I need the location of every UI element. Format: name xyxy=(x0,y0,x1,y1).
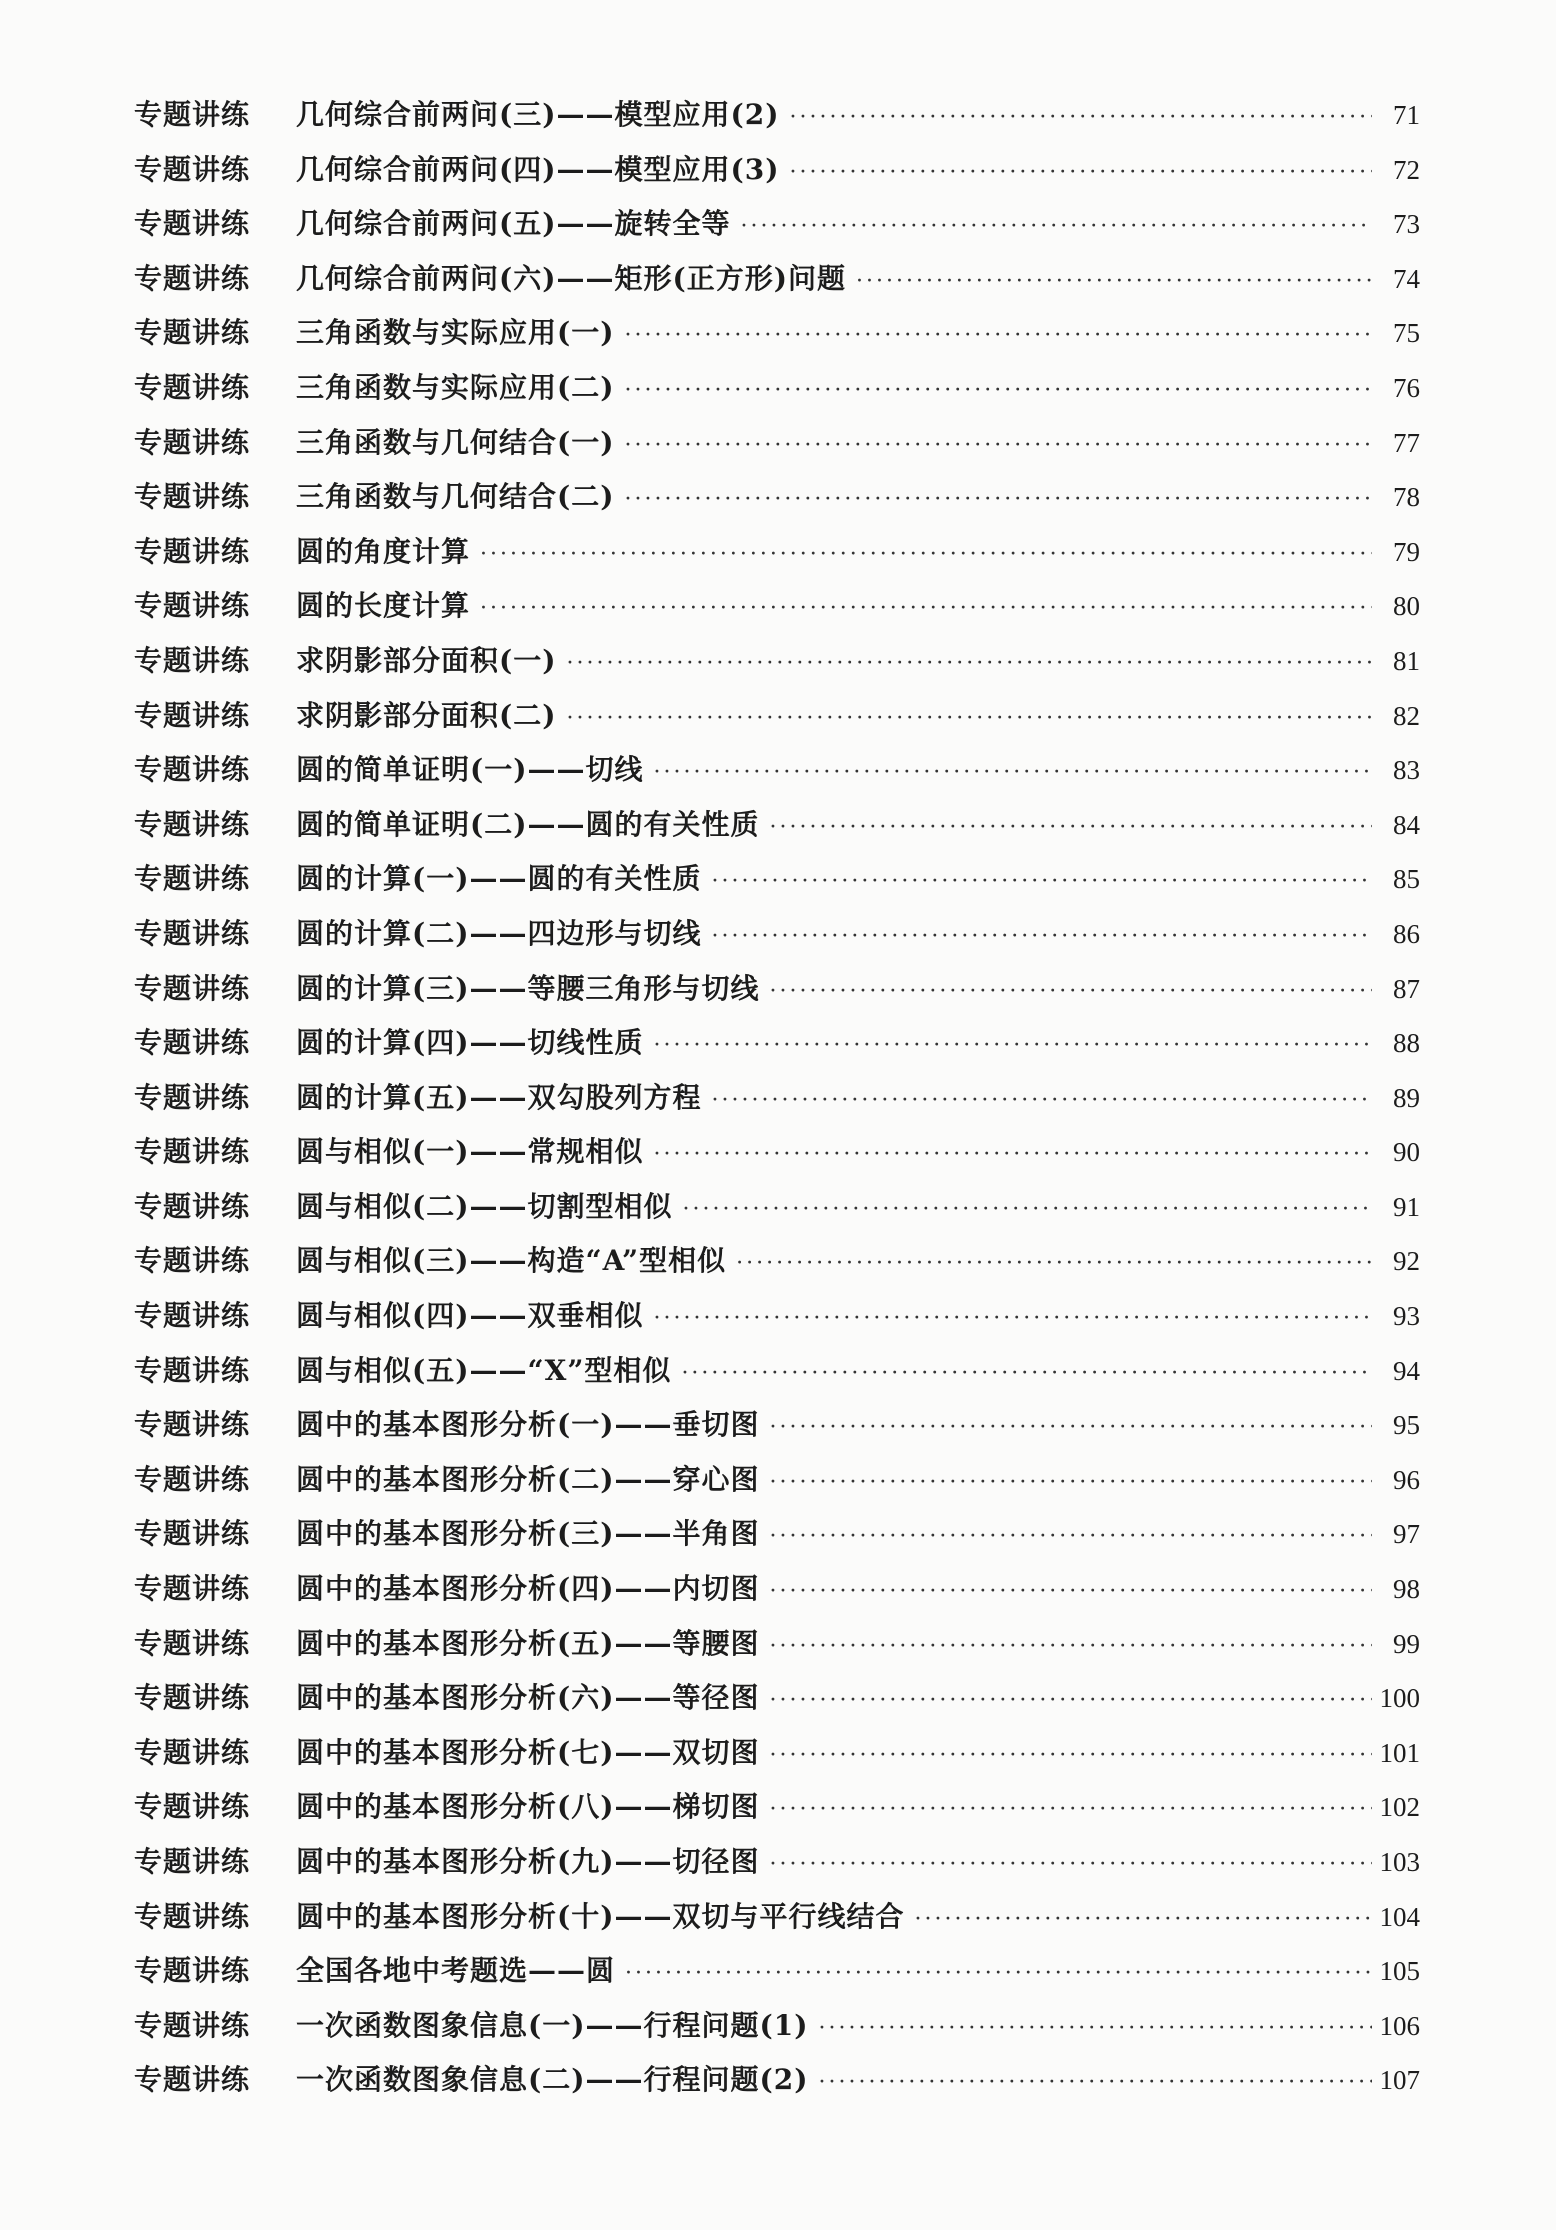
toc-entry-page-number: 99 xyxy=(1393,1628,1420,1659)
toc-entry-prefix: 专题讲练 xyxy=(134,1735,251,1769)
toc-entry-title: 圆的计算(四)——切线性质 xyxy=(296,1026,644,1060)
toc-entry-title: 圆中的基本图形分析(六)——等径图 xyxy=(296,1681,760,1715)
toc-entry-prefix: 专题讲练 xyxy=(134,316,251,350)
toc-entry-prefix: 专题讲练 xyxy=(134,534,251,568)
toc-entry-page-number: 83 xyxy=(1393,755,1420,786)
toc-dot-leader xyxy=(770,965,1373,1020)
toc-entry-page-number: 84 xyxy=(1393,809,1420,840)
toc-entry xyxy=(134,252,1420,307)
toc-entry-prefix: 专题讲练 xyxy=(134,916,251,950)
toc-entry-title: 三角函数与几何结合(一) xyxy=(296,425,615,459)
toc-entry-title: 几何综合前两问(六)——矩形(正方形)问题 xyxy=(296,261,846,295)
toc-entry-prefix: 专题讲练 xyxy=(134,1462,251,1496)
toc-entry-title: 圆中的基本图形分析(八)——梯切图 xyxy=(296,1790,760,1824)
toc-entry-prefix: 专题讲练 xyxy=(134,207,251,241)
toc-entry-page-number: 97 xyxy=(1393,1519,1420,1550)
toc-dot-leader xyxy=(770,1456,1373,1511)
toc-dot-leader xyxy=(654,1019,1373,1074)
toc-entry-page-number: 80 xyxy=(1393,591,1420,622)
toc-entry-prefix: 专题讲练 xyxy=(134,862,251,896)
toc-entry-page-number: 94 xyxy=(1393,1355,1420,1386)
toc-entry xyxy=(134,416,1420,471)
toc-entry-prefix: 专题讲练 xyxy=(134,1790,251,1824)
toc-entry xyxy=(134,1071,1420,1126)
toc-dot-leader xyxy=(683,1183,1373,1238)
toc-entry-page-number: 79 xyxy=(1393,536,1420,567)
toc-entry-title: 三角函数与几何结合(二) xyxy=(296,480,615,514)
toc-entry-title: 圆与相似(四)——双垂相似 xyxy=(296,1299,644,1333)
toc-entry xyxy=(134,1289,1420,1344)
toc-entry-page-number: 105 xyxy=(1379,1956,1420,1987)
toc-entry xyxy=(134,1944,1420,1999)
toc-entry xyxy=(134,907,1420,962)
toc-entry-page-number: 88 xyxy=(1393,1028,1420,1059)
toc-entry xyxy=(134,361,1420,416)
toc-dot-leader xyxy=(625,309,1373,364)
toc-entry-title: 全国各地中考题选——圆 xyxy=(296,1954,616,1988)
toc-entry-title: 圆的长度计算 xyxy=(296,589,471,623)
toc-entry-title: 一次函数图象信息(一)——行程问题(1) xyxy=(296,2008,809,2042)
toc-dot-leader xyxy=(480,582,1372,637)
toc-entry-page-number: 76 xyxy=(1393,372,1420,403)
toc-entry-page-number: 71 xyxy=(1393,100,1420,130)
toc-dot-leader xyxy=(915,1893,1373,1948)
toc-entry-prefix: 专题讲练 xyxy=(134,1572,251,1606)
toc-entry-prefix: 专题讲练 xyxy=(134,480,251,514)
toc-entry-title: 圆中的基本图形分析(九)——切径图 xyxy=(296,1845,760,1878)
toc-entry-title: 圆的角度计算 xyxy=(296,534,471,568)
toc-entry-prefix: 专题讲练 xyxy=(134,1845,251,1878)
toc-entry-prefix: 专题讲练 xyxy=(134,1189,251,1223)
toc-dot-leader xyxy=(736,1237,1372,1292)
toc-dot-leader xyxy=(654,1292,1373,1347)
toc-entry xyxy=(134,1999,1420,2054)
toc-entry-prefix: 专题讲练 xyxy=(134,971,251,1005)
toc-entry-page-number: 77 xyxy=(1393,427,1420,458)
toc-entry-page-number: 103 xyxy=(1379,1847,1420,1877)
toc-entry xyxy=(134,689,1420,744)
toc-entry xyxy=(134,525,1420,580)
toc-entry xyxy=(134,1726,1420,1781)
toc-dot-leader xyxy=(856,255,1372,310)
toc-entry-page-number: 86 xyxy=(1393,918,1420,949)
toc-entry xyxy=(134,798,1420,853)
toc-entry-page-number: 104 xyxy=(1379,1901,1420,1932)
toc-entry-page-number: 96 xyxy=(1393,1464,1420,1495)
table-of-contents xyxy=(134,88,1420,2108)
toc-entry-prefix: 专题讲练 xyxy=(134,152,251,186)
toc-entry-prefix: 专题讲练 xyxy=(134,2008,251,2042)
toc-dot-leader xyxy=(770,1783,1373,1838)
toc-entry-page-number: 95 xyxy=(1393,1410,1420,1441)
toc-entry-title: 圆与相似(五)——“X”型相似 xyxy=(296,1353,672,1387)
toc-entry-prefix: 专题讲练 xyxy=(134,370,251,404)
toc-dot-leader xyxy=(712,910,1373,965)
toc-entry-page-number: 89 xyxy=(1393,1082,1420,1113)
toc-entry-page-number: 101 xyxy=(1379,1737,1420,1768)
toc-entry-prefix: 专题讲练 xyxy=(134,1299,251,1333)
toc-entry-title: 圆中的基本图形分析(五)——等腰图 xyxy=(296,1626,760,1660)
toc-entry xyxy=(134,962,1420,1017)
toc-entry-page-number: 82 xyxy=(1393,700,1420,731)
toc-dot-leader xyxy=(818,2002,1372,2057)
toc-entry-title: 圆的简单证明(二)——圆的有关性质 xyxy=(296,807,760,841)
toc-entry-title: 求阴影部分面积(一) xyxy=(296,643,557,677)
toc-entry-prefix: 专题讲练 xyxy=(134,1681,251,1715)
toc-entry-page-number: 85 xyxy=(1393,864,1420,895)
toc-dot-leader xyxy=(770,1565,1373,1620)
toc-entry-title: 圆中的基本图形分析(十)——双切与平行线结合 xyxy=(296,1899,905,1933)
toc-dot-leader xyxy=(567,637,1373,692)
toc-entry-title: 圆的计算(五)——双勾股列方程 xyxy=(296,1080,702,1114)
toc-entry-page-number: 74 xyxy=(1393,263,1420,294)
toc-entry xyxy=(134,1453,1420,1508)
toc-entry-page-number: 98 xyxy=(1393,1574,1420,1605)
toc-dot-leader xyxy=(712,855,1373,910)
toc-dot-leader xyxy=(681,1347,1372,1402)
toc-entry-prefix: 专题讲练 xyxy=(134,1954,251,1988)
toc-entry-title: 圆的计算(三)——等腰三角形与切线 xyxy=(296,971,760,1005)
toc-entry xyxy=(134,1617,1420,1672)
toc-entry xyxy=(134,306,1420,361)
toc-dot-leader xyxy=(625,364,1373,419)
toc-entry-page-number: 93 xyxy=(1393,1301,1420,1332)
toc-entry-title: 圆的计算(一)——圆的有关性质 xyxy=(296,862,702,896)
toc-entry-prefix: 专题讲练 xyxy=(134,1517,251,1551)
toc-dot-leader xyxy=(712,1074,1373,1129)
toc-entry xyxy=(134,743,1420,798)
toc-entry-page-number: 90 xyxy=(1393,1137,1420,1168)
toc-entry xyxy=(134,1016,1420,1071)
toc-entry xyxy=(134,1125,1420,1180)
toc-entry-title: 几何综合前两问(五)——旋转全等 xyxy=(296,207,731,241)
toc-entry-prefix: 专题讲练 xyxy=(134,1353,251,1387)
toc-dot-leader xyxy=(770,1838,1373,1893)
toc-entry-title: 圆的计算(二)——四边形与切线 xyxy=(296,916,702,950)
toc-entry xyxy=(134,1507,1420,1562)
toc-entry-prefix: 专题讲练 xyxy=(134,807,251,841)
toc-entry-page-number: 92 xyxy=(1393,1246,1420,1277)
toc-entry xyxy=(134,1671,1420,1726)
toc-entry-prefix: 专题讲练 xyxy=(134,1026,251,1060)
toc-entry-page-number: 78 xyxy=(1393,482,1420,513)
toc-entry-title: 圆与相似(二)——切割型相似 xyxy=(296,1189,673,1223)
toc-entry xyxy=(134,1398,1420,1453)
toc-entry xyxy=(134,1180,1420,1235)
toc-entry-prefix: 专题讲练 xyxy=(134,1244,251,1278)
toc-entry-prefix: 专题讲练 xyxy=(134,1899,251,1933)
toc-entry-prefix: 专题讲练 xyxy=(134,698,251,732)
toc-entry xyxy=(134,1344,1420,1399)
toc-dot-leader xyxy=(770,1401,1373,1456)
toc-entry xyxy=(134,1890,1420,1945)
toc-entry-title: 三角函数与实际应用(二) xyxy=(296,370,615,404)
toc-entry-prefix: 专题讲练 xyxy=(134,1626,251,1660)
toc-entry-title: 几何综合前两问(四)——模型应用(3) xyxy=(296,152,780,186)
toc-entry-prefix: 专题讲练 xyxy=(134,1135,251,1169)
toc-entry-title: 圆中的基本图形分析(四)——内切图 xyxy=(296,1572,760,1606)
toc-entry xyxy=(134,143,1420,198)
toc-entry xyxy=(134,1234,1420,1289)
toc-entry-page-number: 102 xyxy=(1379,1792,1420,1823)
toc-entry-prefix: 专题讲练 xyxy=(134,98,251,131)
toc-entry-title: 圆与相似(一)——常规相似 xyxy=(296,1135,644,1169)
toc-dot-leader xyxy=(770,801,1373,856)
toc-dot-leader xyxy=(770,1729,1373,1784)
toc-entry-page-number: 72 xyxy=(1393,154,1420,185)
toc-dot-leader xyxy=(625,1947,1372,2002)
toc-entry-title: 圆的简单证明(一)——切线 xyxy=(296,753,644,787)
toc-entry xyxy=(134,1562,1420,1617)
toc-entry-page-number: 106 xyxy=(1379,2010,1420,2041)
toc-entry-page-number: 107 xyxy=(1379,2065,1420,2096)
toc-entry-page-number: 75 xyxy=(1393,318,1420,349)
toc-entry-page-number: 87 xyxy=(1393,973,1420,1004)
toc-entry-title: 圆中的基本图形分析(七)——双切图 xyxy=(296,1735,760,1769)
toc-dot-leader xyxy=(625,419,1373,474)
toc-entry-prefix: 专题讲练 xyxy=(134,261,251,295)
toc-entry-prefix: 专题讲练 xyxy=(134,643,251,677)
toc-entry-prefix: 专题讲练 xyxy=(134,425,251,459)
toc-entry xyxy=(134,634,1420,689)
toc-dot-leader xyxy=(789,146,1372,201)
toc-entry-title: 求阴影部分面积(二) xyxy=(296,698,557,732)
toc-dot-leader xyxy=(654,1128,1373,1183)
toc-dot-leader xyxy=(770,1674,1373,1729)
toc-entry-prefix: 专题讲练 xyxy=(134,2063,251,2097)
toc-entry-title: 圆中的基本图形分析(三)——半角图 xyxy=(296,1517,760,1551)
toc-entry-page-number: 100 xyxy=(1379,1683,1420,1714)
toc-entry xyxy=(134,2053,1420,2108)
toc-dot-leader xyxy=(567,692,1373,747)
toc-entry xyxy=(134,852,1420,907)
toc-dot-leader xyxy=(741,200,1373,255)
toc-dot-leader xyxy=(789,91,1372,146)
toc-entry-page-number: 91 xyxy=(1393,1191,1420,1222)
toc-entry-title: 圆中的基本图形分析(二)——穿心图 xyxy=(296,1462,760,1496)
toc-entry-title: 圆与相似(三)——构造“A”型相似 xyxy=(296,1244,727,1278)
toc-entry xyxy=(134,88,1420,143)
toc-entry-prefix: 专题讲练 xyxy=(134,753,251,787)
toc-dot-leader xyxy=(770,1510,1373,1565)
toc-entry xyxy=(134,470,1420,525)
toc-dot-leader xyxy=(770,1620,1373,1675)
toc-entry-title: 三角函数与实际应用(一) xyxy=(296,316,615,350)
toc-entry-title: 圆中的基本图形分析(一)——垂切图 xyxy=(296,1408,760,1442)
toc-dot-leader xyxy=(480,528,1372,583)
toc-entry xyxy=(134,579,1420,634)
toc-dot-leader xyxy=(654,746,1373,801)
toc-entry xyxy=(134,1780,1420,1835)
toc-entry-page-number: 81 xyxy=(1393,645,1420,676)
toc-entry xyxy=(134,1835,1420,1890)
toc-dot-leader xyxy=(818,2056,1372,2111)
toc-entry-prefix: 专题讲练 xyxy=(134,1408,251,1442)
toc-dot-leader xyxy=(625,473,1373,528)
toc-entry-prefix: 专题讲练 xyxy=(134,589,251,623)
toc-entry xyxy=(134,197,1420,252)
toc-entry-page-number: 73 xyxy=(1393,209,1420,240)
toc-entry-title: 几何综合前两问(三)——模型应用(2) xyxy=(296,98,780,131)
toc-entry-prefix: 专题讲练 xyxy=(134,1080,251,1114)
toc-entry-title: 一次函数图象信息(二)——行程问题(2) xyxy=(296,2063,809,2097)
